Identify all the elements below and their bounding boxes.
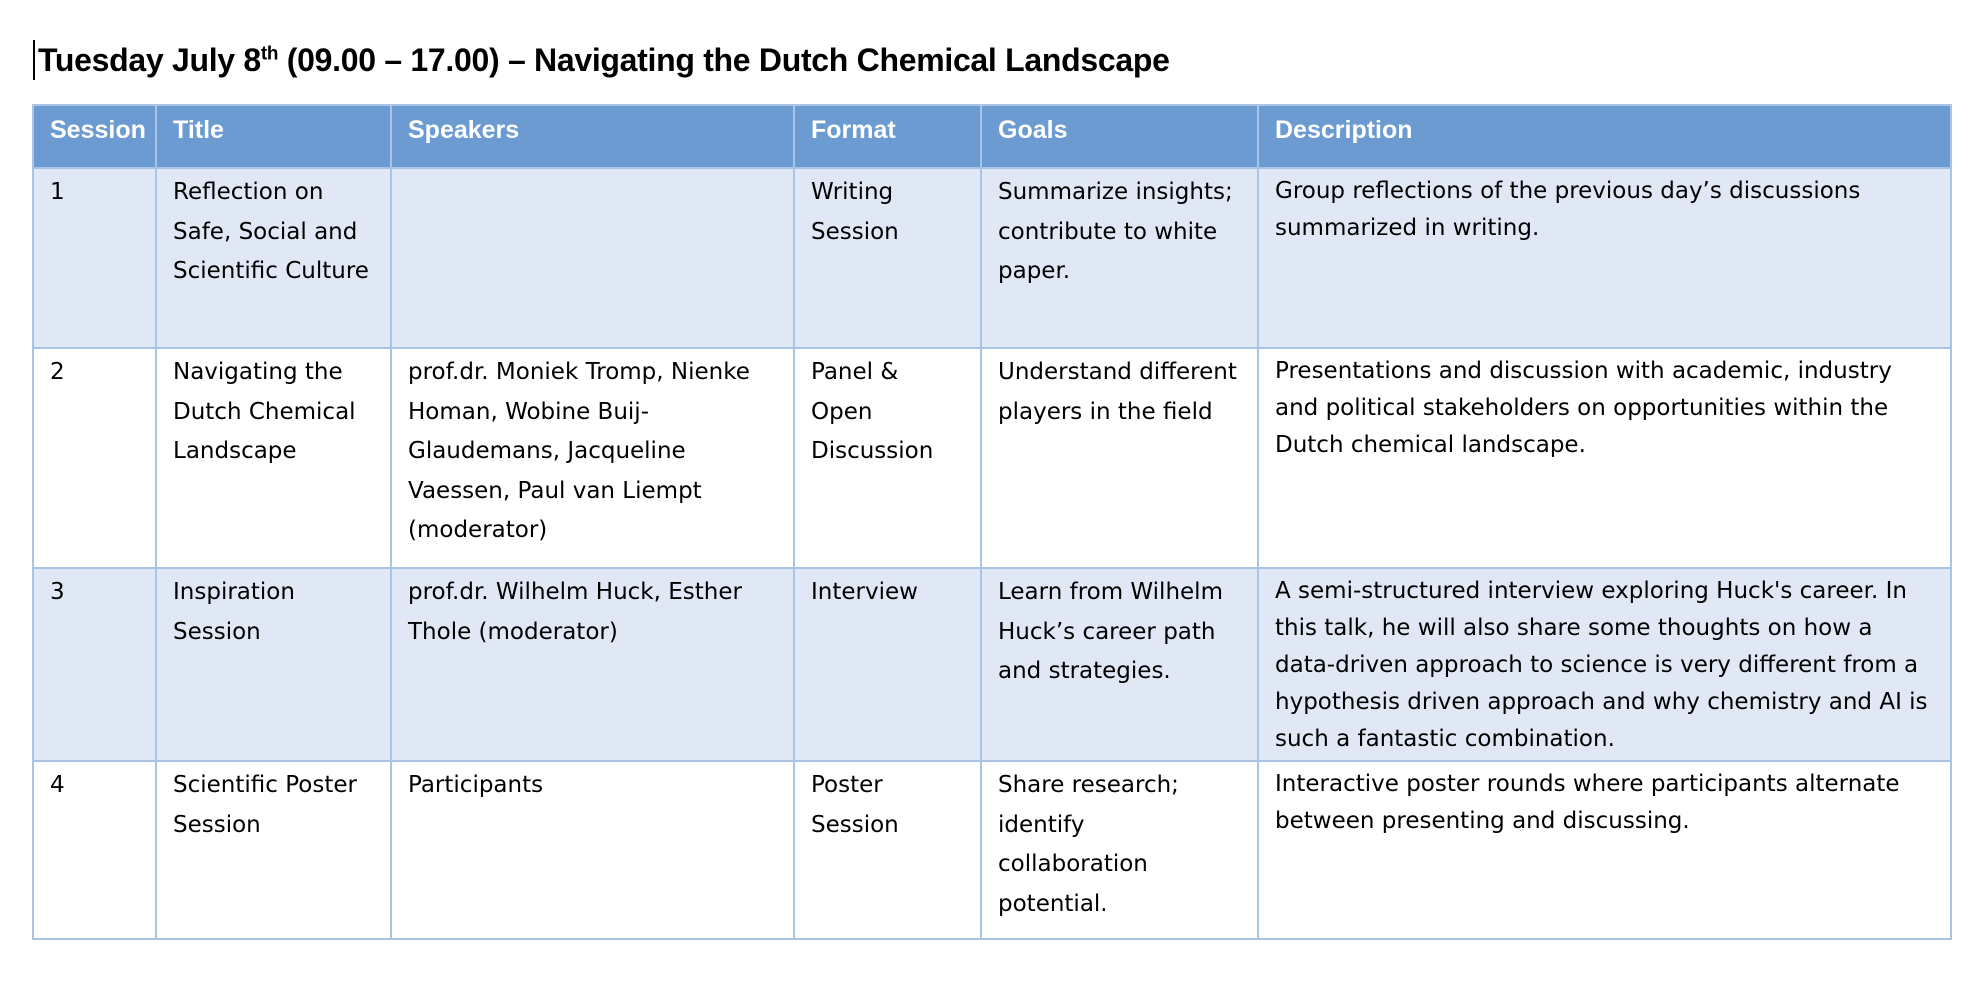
format-cell: Panel & Open Discussion [794,348,981,568]
format-cell: Poster Session [794,761,981,939]
column-header-title: Title [156,105,391,168]
table-header-row [33,105,1951,168]
document-page [32,38,1952,940]
heading-date: Tuesday July 8 [38,42,261,78]
session-number-cell: 4 [33,761,156,939]
session-number-cell: 3 [33,568,156,761]
description-cell: Group reflections of the previous day’s discussions summarized in writing. [1258,168,1951,348]
column-header-goals: Goals [981,105,1258,168]
heading-ordinal: th [260,43,279,65]
column-header-speakers: Speakers [391,105,794,168]
column-header-session: Session [33,105,156,168]
goals-cell: Learn from Wilhelm Huck’s career path and strategies. [981,568,1258,761]
schedule-heading [38,38,1952,82]
goals-cell: Summarize insights; contribute to white paper. [981,168,1258,348]
session-number-cell: 2 [33,348,156,568]
goals-cell: Understand different players in the field [981,348,1258,568]
column-header-format: Format [794,105,981,168]
session-title-cell: Navigating the Dutch Chemical Landscape [156,348,391,568]
speakers-cell: prof.dr. Moniek Tromp, Nienke Homan, Wobine Buij-Glaudemans, Jacqueline Vaessen, Paul van Liempt (moderator) [391,348,794,568]
description-cell: Presentations and discussion with academic, industry and political stakeholders on opportunities within the Dutch chemical landscape. [1258,348,1951,568]
table-row [33,348,1951,568]
format-cell: Interview [794,568,981,761]
speakers-cell: Participants [391,761,794,939]
session-number-cell: 1 [33,168,156,348]
table-row [33,568,1951,761]
speakers-cell: prof.dr. Wilhelm Huck, Esther Thole (moderator) [391,568,794,761]
session-title-cell: Reflection on Safe, Social and Scientific Culture [156,168,391,348]
description-cell: Interactive poster rounds where participants alternate between presenting and discussing. [1258,761,1951,939]
table-row [33,168,1951,348]
table-row [33,761,1951,939]
speakers-cell [391,168,794,348]
format-cell: Writing Session [794,168,981,348]
session-title-cell: Scientific Poster Session [156,761,391,939]
session-title-cell: Inspiration Session [156,568,391,761]
description-cell: A semi-structured interview exploring Huck's career. In this talk, he will also share some thoughts on how a data-driven approach to science is very different from a hypothesis driven approach and why chemistry and AI is such a fantastic combination. [1258,568,1951,761]
heading-rest: (09.00 – 17.00) – Navigating the Dutch Chemical Landscape [278,42,1170,78]
column-header-description: Description [1258,105,1951,168]
goals-cell: Share research; identify collaboration potential. [981,761,1258,939]
schedule-table [32,104,1952,940]
